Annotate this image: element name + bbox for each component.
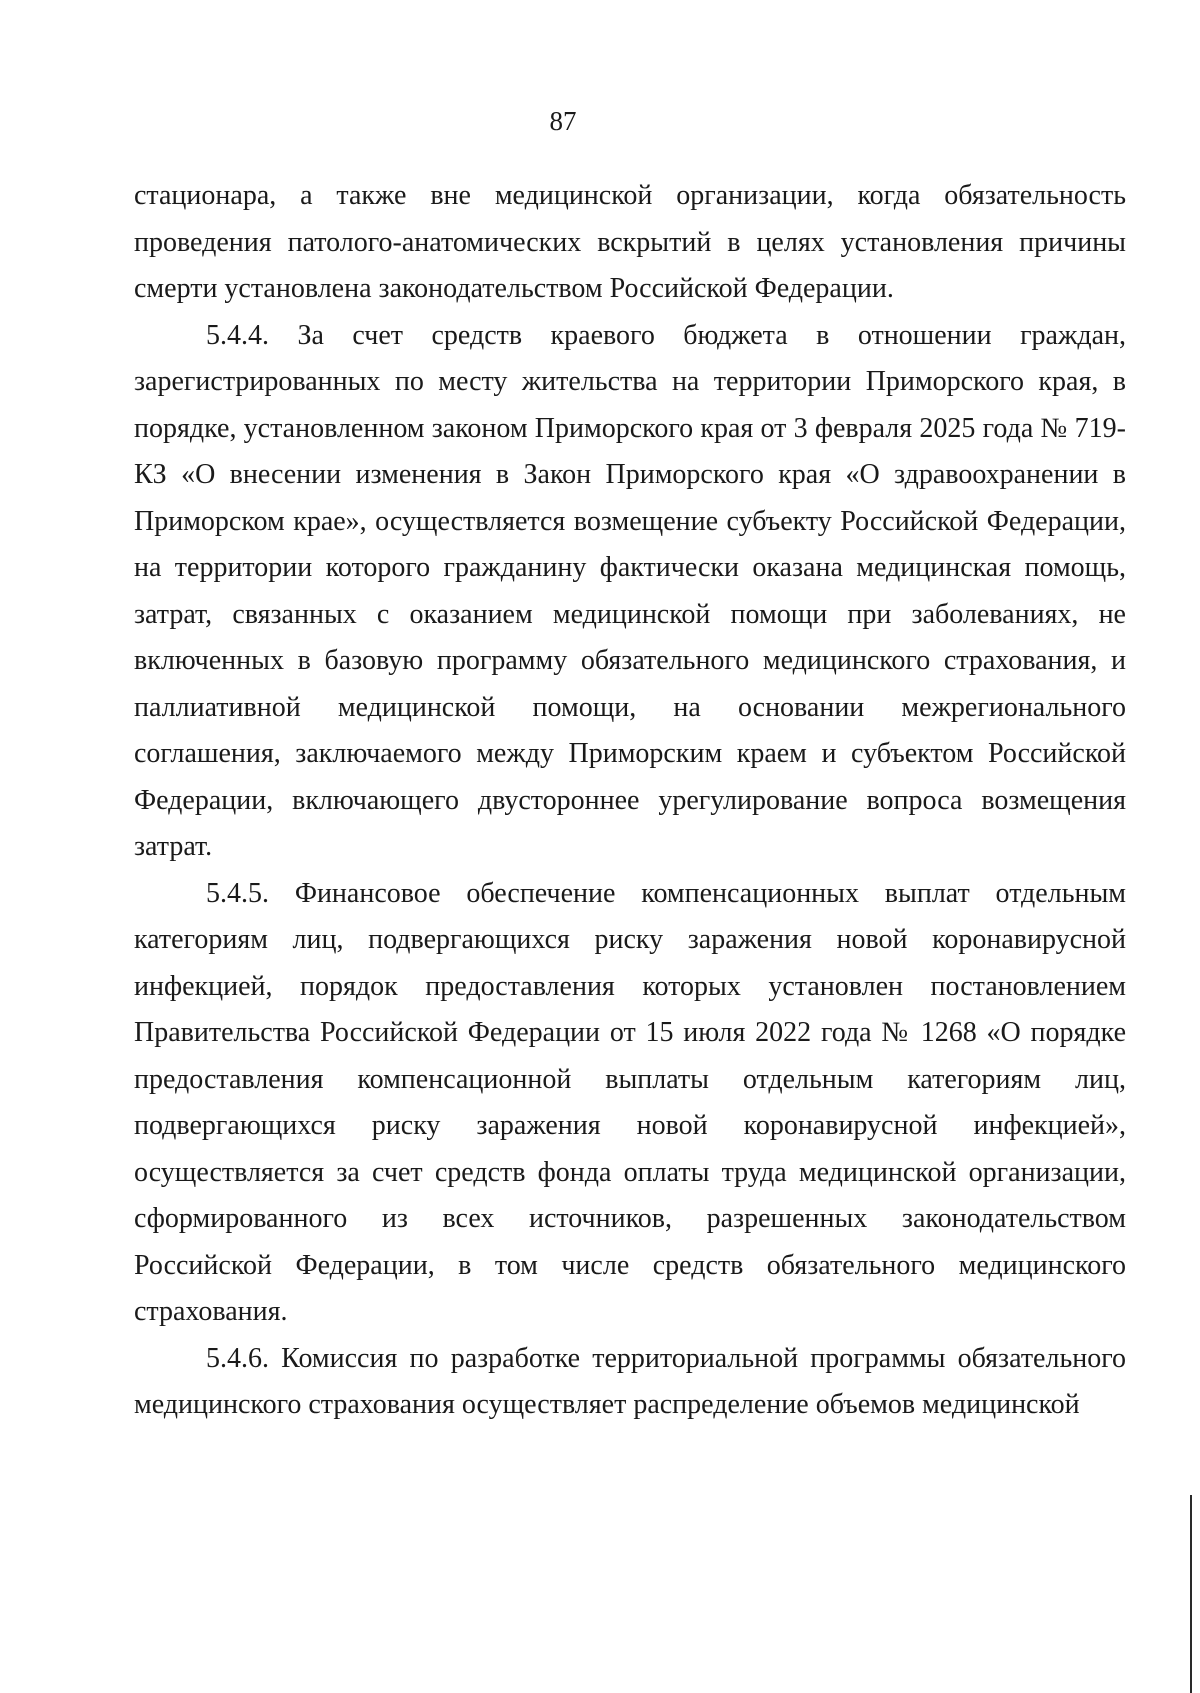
paragraph-5-4-4: 5.4.4. За счет средств краевого бюджета в отношении граждан, зарегистрированных по месту жительства на территории Приморского края, в порядке, установленном законом Приморского края от 3 февраля 2025 года № 719-КЗ «О внесении изменения в Закон Приморского края «О здравоохранении в Приморском крае», осуществляется возмещение субъекту Российской Федерации, на территории которого гражданину фактически оказана медицинская помощь, затрат, связанных с оказанием медицинской помощи при заболеваниях, не включенных в базовую программу обязательного медицинского страхования, и паллиативной медицинской помощи, на основании межрегионального соглашения, заключаемого между Приморским краем и субъектом Российской Федерации, включающего двустороннее урегулирование вопроса возмещения затрат. xyxy=(134,319,1126,862)
paragraph-5-4-5: 5.4.5. Финансовое обеспечение компенсационных выплат отдельным категориям лиц, подвергающихся риску заражения новой коронавирусной инфекцией, порядок предоставления которых установлен постановлением Правительства Российской Федерации от 15 июля 2022 года № 1268 «О порядке предоставления компенсационной выплаты отдельным категориям лиц, подвергающихся риску заражения новой коронавирусной инфекцией», осуществляется за счет средств фонда оплаты труда медицинской организации, сформированного из всех источников, разрешенных законодательством Российской Федерации, в том числе средств обязательного медицинского страхования. xyxy=(134,877,1126,1327)
scan-edge-line xyxy=(1190,1495,1192,1693)
paragraph-5-4-6: 5.4.6. Комиссия по разработке территориальной программы обязательного медицинского страхования осуществляет распределение объемов медицинской xyxy=(134,1342,1126,1420)
document-body xyxy=(134,173,1126,1429)
page-number: 87 xyxy=(549,106,577,136)
paragraph-continuation: стационара, а также вне медицинской организации, когда обязательность проведения патолого-анатомических вскрытий в целях установления причины смерти установлена законодательством Российской Федерации. xyxy=(134,180,1126,304)
